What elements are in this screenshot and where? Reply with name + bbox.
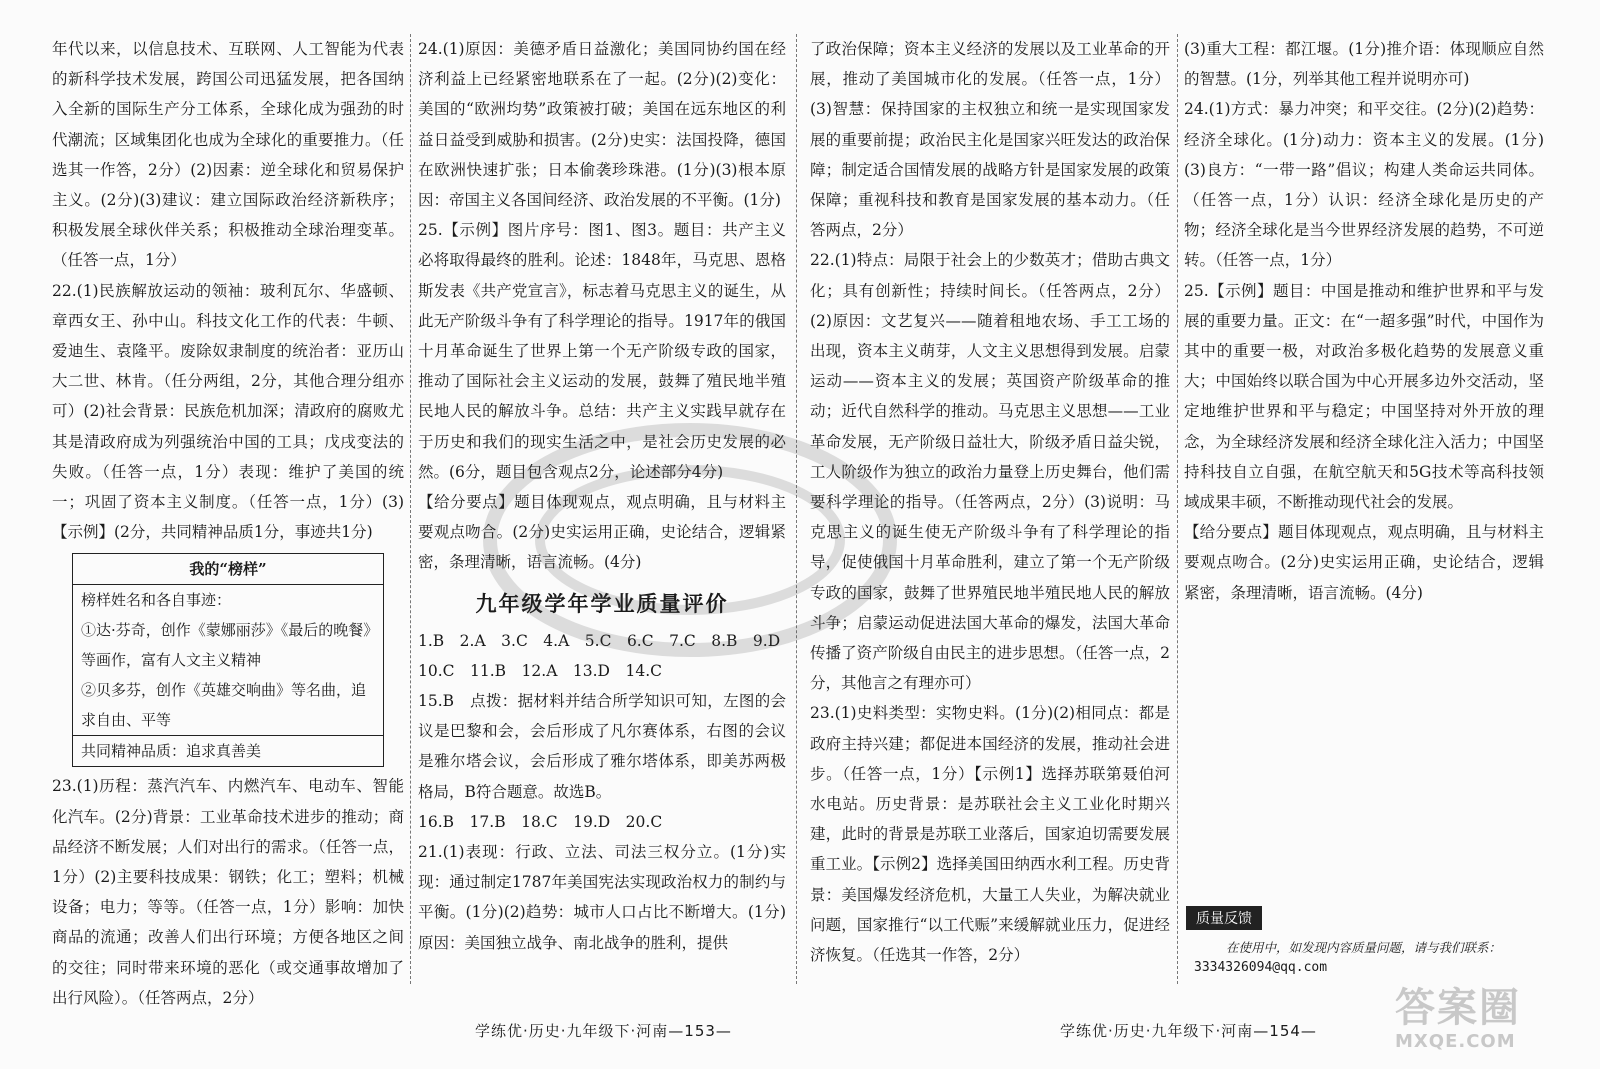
site-watermark [1395,985,1585,1065]
page-footer-left: 学练优·历史·九年级下·河南—153— [475,1022,732,1040]
watermark-brand: 答案圈 [1395,985,1521,1031]
quality-feedback [1186,906,1576,975]
feedback-email: 3334326094@qq.com [1194,960,1328,975]
box-divider [73,584,383,735]
answer-paragraph: 了政治保障；资本主义经济的发展以及工业革命的开展，推动了美国城市化的发展。（任答一点，1分）(3)智慧：保持国家的主权独立和统一是实现国家发展的重要前提；政治民主化是国家兴旺发达的政治保障；制定适合国情发展的战略方针是国家发展的政策保障；重视科技和教育是国家发展的基本动力。（任答两点，2分） [810,40,1170,240]
column-divider [796,34,797,984]
choice-answers: 10.C 11.B 12.A 13.D 14.C [418,661,662,680]
choice-answers: 16.B 17.B 18.C 19.D 20.C [418,812,663,831]
box-line: 榜样姓名和各自事迹： [81,591,232,610]
watermark-url: MXQE.COM [1395,1031,1516,1052]
answer-column-4 [1184,34,1544,984]
answer-column-2 [418,34,786,984]
answer-paragraph: 25.【示例】图片序号：图1、图3。题目：共产主义必将取得最终的胜利。论述：1848年，马克思、恩格斯发表《共产党宣言》，标志着马克思主义的诞生，从此无产阶级斗争有了科学理论的指导。1917年的俄国十月革命诞生了世界上第一个无产阶级专政的国家，推动了国际社会主义运动的发展，鼓舞了殖民地半殖民地人民的解放斗争。总结：共产主义实践早就存在于历史和我们的现实生活之中，是社会历史发展的必然。(6分，题目包含观点2分，论述部分4分) [418,221,786,481]
role-model-box [72,553,384,767]
choice-answers: 1.B 2.A 3.C 4.A 5.C 6.C 7.C 8.B 9.D [418,631,781,650]
box-divider [73,735,383,766]
answer-paragraph: 【给分要点】题目体现观点，观点明确，且与材料主要观点吻合。(2分)史实运用正确，史论结合，逻辑紧密，条理清晰，语言流畅。(4分) [1184,523,1544,602]
answer-paragraph: 24.(1)方式：暴力冲突；和平交往。(2分)(2)趋势：经济全球化。(1分)动力：资本主义的发展。(1分)(3)良方：“一带一路”倡议；构建人类命运共同体。（任答一点，1分）认识：经济全球化是历史的产物；经济全球化是当今世界经济发展的趋势，不可逆转。（任答一点，1分） [1184,100,1544,270]
answer-paragraph: 【给分要点】题目体现观点，观点明确，且与材料主要观点吻合。(2分)史实运用正确，史论结合，逻辑紧密，条理清晰，语言流畅。(4分) [418,493,786,572]
answer-paragraph: 23.(1)史料类型：实物史料。(1分)(2)相同点：都是政府主持兴建；都促进本国经济的发展，推动社会进步。（任答一点，1分）【示例1】选择苏联第聂伯河水电站。历史背景：是苏联社会主义工业化时期兴建，此时的背景是苏联工业落后，国家迫切需要发展重工业。【示例2】选择美国田纳西水利工程。历史背景：美国爆发经济危机，大量工人失业，为解决就业问题，国家推行“以工代赈”来缓解就业压力，促进经济恢复。（任选其一作答，2分） [810,704,1170,965]
answer-paragraph: 23.(1)历程：蒸汽汽车、内燃汽车、电动车、智能化汽车。(2分)背景：工业革命技术进步的推动；商品经济不断发展；人们对出行的需求。（任答一点，1分）(2)主要科技成果：钢铁；化工；塑料；机械设备；电力；等等。（任答一点，1分）影响：加快商品的流通；改善人们出行环境；方便各地区之间的交往；同时带来环境的恶化（或交通事故增加了出行风险）。（任答两点，2分） [52,777,404,1007]
answer-paragraph: 15.B 点拨：据材料并结合所学知识可知，左图的会议是巴黎和会，会后形成了凡尔赛体系，右图的会议是雅尔塔会议，会后形成了雅尔塔体系，即美苏两极格局，B符合题意。故选B。 [418,692,786,801]
answer-paragraph: 24.(1)原因：美德矛盾日益激化；美国同协约国在经济利益上已经紧密地联系在了一起。(2分)(2)变化：美国的“欧洲均势”政策被打破；美国在远东地区的利益日益受到威胁和损害。(2分)史实：法国投降，德国在欧洲快速扩张；日本偷袭珍珠港。(1分)(3)根本原因：帝国主义各国间经济、政治发展的不平衡。(1分) [418,40,786,210]
page-footer-right: 学练优·历史·九年级下·河南—154— [1060,1022,1317,1040]
answer-paragraph: 21.(1)表现：行政、立法、司法三权分立。(1分)实现：通过制定1787年美国宪法实现政治权力的制约与平衡。(1分)(2)趋势：城市人口占比不断增大。(1分)原因：美国独立战争、南北战争的胜利，提供 [418,843,786,952]
column-divider [410,34,411,984]
feedback-badge: 质量反馈 [1186,906,1262,930]
feedback-note: 在使用中，如发现内容质量问题，请与我们联系： [1226,940,1502,955]
answer-column-3 [810,34,1170,984]
section-title: 九年级学年学业质量评价 [475,590,729,616]
answer-paragraph: 22.(1)民族解放运动的领袖：玻利瓦尔、华盛顿、章西女王、孙中山。科技文化工作的代表：牛顿、爱迪生、袁隆平。废除奴隶制度的统治者：亚历山大二世、林肯。（任分两组，2分，其他合理分组亦可）(2)社会背景：民族危机加深；清政府的腐败尤其是清政府成为列强统治中国的工具；戊戌变法的失败。（任答一点，1分）表现：维护了美国的统一；巩固了资本主义制度。（任答一点，1分）(3)【示例】(2分，共同精神品质1分，事迹共1分) [52,281,404,542]
box-line: ①达·芬奇，创作《蒙娜丽莎》《最后的晚餐》等画作，富有人文主义精神 [81,621,371,670]
answer-paragraph: 25.【示例】题目：中国是推动和维护世界和平与发展的重要力量。正文：在“一超多强”时代，中国作为其中的重要一极，对政治多极化趋势的发展意义重大；中国始终以联合国为中心开展多边外交活动，坚定地维护世界和平与稳定；中国坚持对外开放的理念，为全球经济发展和经济全球化注入活力；中国坚持科技自立自强，在航空航天和5G技术等高科技领域成果丰硕，不断推动现代社会的发展。 [1184,281,1544,512]
answer-column-1 [52,34,404,1007]
column-divider [1177,34,1178,984]
box-line: ②贝多芬，创作《英雄交响曲》等名曲，追求自由、平等 [81,681,367,730]
box-line: 共同精神品质：追求真善美 [81,742,262,761]
answer-paragraph: 年代以来，以信息技术、互联网、人工智能为代表的新科学技术发展，跨国公司迅猛发展，把各国纳入全新的国际生产分工体系，全球化成为强劲的时代潮流；区域集团化也成为全球化的重要推力。（任选其一作答，2分）(2)因素：逆全球化和贸易保护主义。(2分)(3)建议：建立国际政治经济新秩序；积极发展全球伙伴关系；积极推动全球治理变革。（任答一点，1分） [52,40,404,270]
box-title: 我的“榜样” [189,560,267,579]
answer-paragraph: (3)重大工程：都江堰。(1分)推介语：体现顺应自然的智慧。(1分，列举其他工程并说明亦可) [1184,40,1544,89]
answer-paragraph: 22.(1)特点：局限于社会上的少数英才；借助古典文化；具有创新性；持续时间长。（任答两点，2分）(2)原因：文艺复兴——随着租地农场、手工工场的出现，资本主义萌芽，人文主义思想得到发展。启蒙运动——资本主义的发展；英国资产阶级革命的推动；近代自然科学的推动。马克思主义思想——工业革命发展，无产阶级日益壮大，阶级矛盾日益尖锐，工人阶级作为独立的政治力量登上历史舞台，他们需要科学理论的指导。（任答两点，2分）(3)说明：马克思主义的诞生使无产阶级斗争有了科学理论的指导，促使俄国十月革命胜利，建立了第一个无产阶级专政的国家，鼓舞了世界殖民地半殖民地人民的解放斗争；启蒙运动促进法国大革命的爆发，法国大革命传播了资产阶级自由民主的进步思想。（任答一点，2分，其他言之有理亦可） [810,251,1170,693]
